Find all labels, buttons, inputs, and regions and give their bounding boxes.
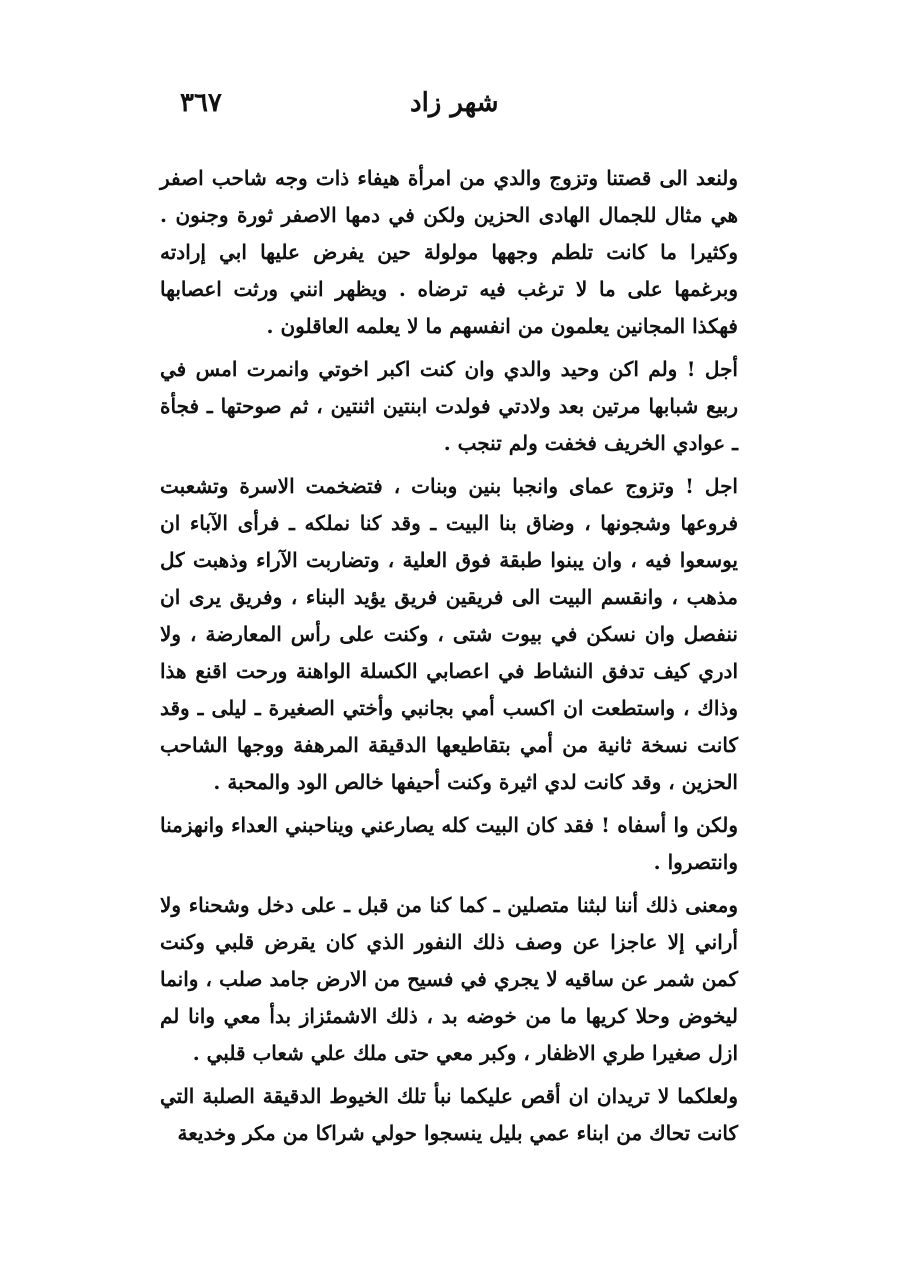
- paragraph: ولعلكما لا تريدان ان أقص عليكما نبأ تلك الخيوط الدقيقة الصلبة التي كانت تحاك من ابناء عمي بليل ينسجوا حولي شراكا من مكر وخديعة: [160, 1084, 738, 1145]
- paragraph: ولنعد الى قصتنا وتزوج والدي من امرأة هيفاء ذات وجه شاحب اصفر هي مثال للجمال الهادى الحزين ولكن في دمها الاصفر ثورة وجنون . وكثيرا ما كانت تلطم وجهها مولولة حين يفرض عليها ابي إرادته وبرغمها على ما لا ترغب فيه ترضاه . ويظهر انني ورثت اعصابها فهكذا المجانين يعلمون من انفسهم ما لا يعلمه العاقلون .: [160, 166, 738, 338]
- paragraph: ولكن وا أسفاه ! فقد كان البيت كله يصارعني ويناحبني العداء وانهزمنا وانتصروا .: [160, 813, 738, 874]
- paragraph: اجل ! وتزوج عماى وانجبا بنين وبنات ، فتضخمت الاسرة وتشعبت فروعها وشجونها ، وضاق بنا البيت ـ وقد كنا نملكه ـ فرأى الآباء ان يوسعوا فيه ، وان يبنوا طبقة فوق العلية ، وتضاربت الآراء وذهبت كل مذهب ، وانقسم البيت الى فريقين فريق يؤيد البناء ، وفريق يرى ان ننفصل وان نسكن في بيوت شتى ، وكنت على رأس المعارضة ، ولا ادري كيف تدفق النشاط في اعصابي الكسلة الواهنة ورحت اقنع هذا وذاك ، واستطعت ان اكسب أمي بجانبي وأختي الصغيرة ـ ليلى ـ وقد كانت نسخة ثانية من أمي بتقاطيعها الدقيقة المرهفة ووجها الشاحب الحزين ، وقد كانت لدي اثيرة وكنت أحيفها خالص الود والمحبة .: [160, 474, 738, 794]
- page-number: ٣٦٧: [180, 88, 222, 118]
- paragraph: أجل ! ولم اكن وحيد والدي وان كنت اكبر اخوتي وانمرت امس في ربيع شبابها مرتين بعد ولادتي فولدت ابنتين اثنتين ، ثم صوحتها ـ فجأة ـ عوادي الخريف فخفت ولم تنجب .: [160, 357, 738, 455]
- running-title: شهر زاد: [410, 88, 499, 118]
- paragraph: ومعنى ذلك أننا لبثنا متصلين ـ كما كنا من قبل ـ على دخل وشحناء ولا أراني إلا عاجزا عن وصف ذلك النفور الذي كان يقرض قلبي وكنت كمن شمر عن ساقيه لا يجري في فسيح من الارض جامد صلب ، وانما ليخوض وحلا كريها ما من خوضه بد ، ذلك الاشمئزاز بدأ معي وانا لم ازل صغيرا طري الاظفار ، وكبر معي حتى ملك علي شعاب قلبي .: [160, 893, 738, 1065]
- page-header: [160, 88, 740, 128]
- body-text: [160, 160, 738, 1152]
